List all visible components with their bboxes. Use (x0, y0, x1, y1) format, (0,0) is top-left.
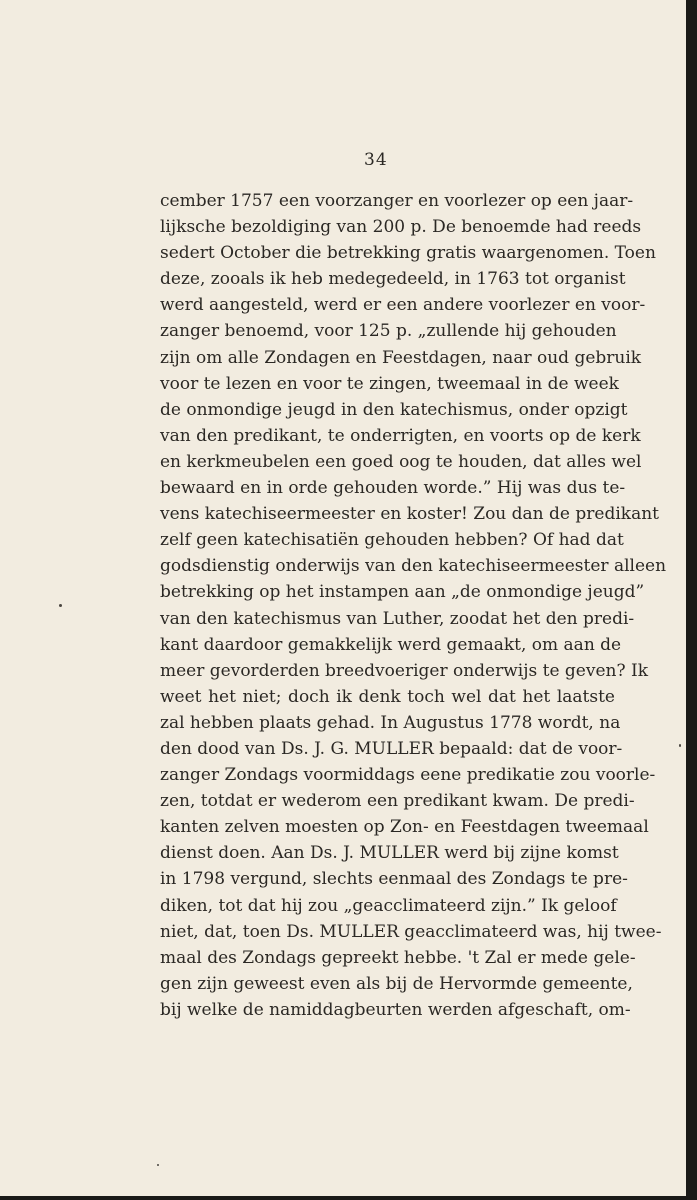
text-line: zelf geen katechisatiën gehouden hebben? Of had dat (160, 530, 624, 551)
text-line: lijksche bezoldiging van 200 p. De benoemde had reeds (160, 217, 642, 238)
text-line: niet, dat, toen Ds. MULLER geacclimateerd was, hij twee- (160, 921, 662, 942)
text-line: bewaard en in orde gehouden worde.” Hij was dus te- (160, 478, 626, 499)
text-line: diken, tot dat hij zou „geacclimateerd zijn.” Ik geloof (160, 895, 617, 916)
text-line: dienst doen. Aan Ds. J. MULLER werd bij zijne komst (160, 843, 619, 864)
text-line: betrekking op het instampen aan „de onmondige jeugd” (160, 582, 645, 603)
text-line: zen, totdat er wederom een predikant kwam. De predi- (160, 791, 635, 812)
text-line: werd aangesteld, werd er een andere voorlezer en voor- (160, 295, 646, 316)
paper-speck (679, 744, 681, 747)
text-line: zanger Zondags voormiddags eene predikatie zou voorle- (160, 765, 656, 786)
paper-speck (157, 1164, 159, 1166)
text-line: van den katechismus van Luther, zoodat het den predi- (160, 608, 635, 629)
paper-speck (59, 604, 62, 607)
page-number: 34 (364, 150, 388, 170)
text-line: en kerkmeubelen een goed oog te houden, dat alles wel (160, 451, 642, 472)
text-line: bij welke de namiddagbeurten werden afgeschaft, om- (160, 999, 631, 1020)
text-line: maal des Zondags gepreekt hebbe. 't Zal er mede gele- (160, 947, 636, 968)
text-line: sedert October die betrekking gratis waargenomen. Toen (160, 243, 656, 264)
text-line: meer gevorderden breedvoeriger onderwijs te geven? Ik (160, 660, 649, 681)
text-line: deze, zooals ik heb medegedeeld, in 1763 tot organist (160, 269, 626, 290)
text-line: zal hebben plaats gehad. In Augustus 1778 wordt, na (160, 712, 621, 733)
text-line: kanten zelven moesten op Zon- en Feestdagen tweemaal (160, 817, 649, 838)
text-line: cember 1757 een voorzanger en voorlezer op een jaar- (160, 191, 634, 211)
text-line: voor te lezen en voor te zingen, tweemaal in de week (160, 373, 619, 394)
text-line: weet het niet; doch ik denk toch wel dat het laatste (160, 686, 615, 707)
text-line: in 1798 vergund, slechts eenmaal des Zondags te pre- (160, 869, 628, 890)
text-line: den dood van Ds. J. G. MULLER bepaald: dat de voor- (160, 738, 623, 759)
text-line: van den predikant, te onderrigten, en voorts op de kerk (160, 425, 641, 446)
text-line: vens katechiseermeester en koster! Zou dan de predikant (160, 504, 659, 525)
text-line: kant daardoor gemakkelijk werd gemaakt, om aan de (160, 634, 622, 655)
text-line: de onmondige jeugd in den katechismus, onder opzigt (160, 399, 628, 420)
text-line: zijn om alle Zondagen en Feestdagen, naar oud gebruik (160, 347, 642, 368)
text-line: godsdienstig onderwijs van den katechiseermeester alleen (160, 556, 667, 577)
text-line: zanger benoemd, voor 125 p. „zullende hij gehouden (160, 321, 617, 342)
body-text (160, 188, 667, 1023)
text-line: gen zijn geweest even als bij de Hervormde gemeente, (160, 973, 633, 994)
